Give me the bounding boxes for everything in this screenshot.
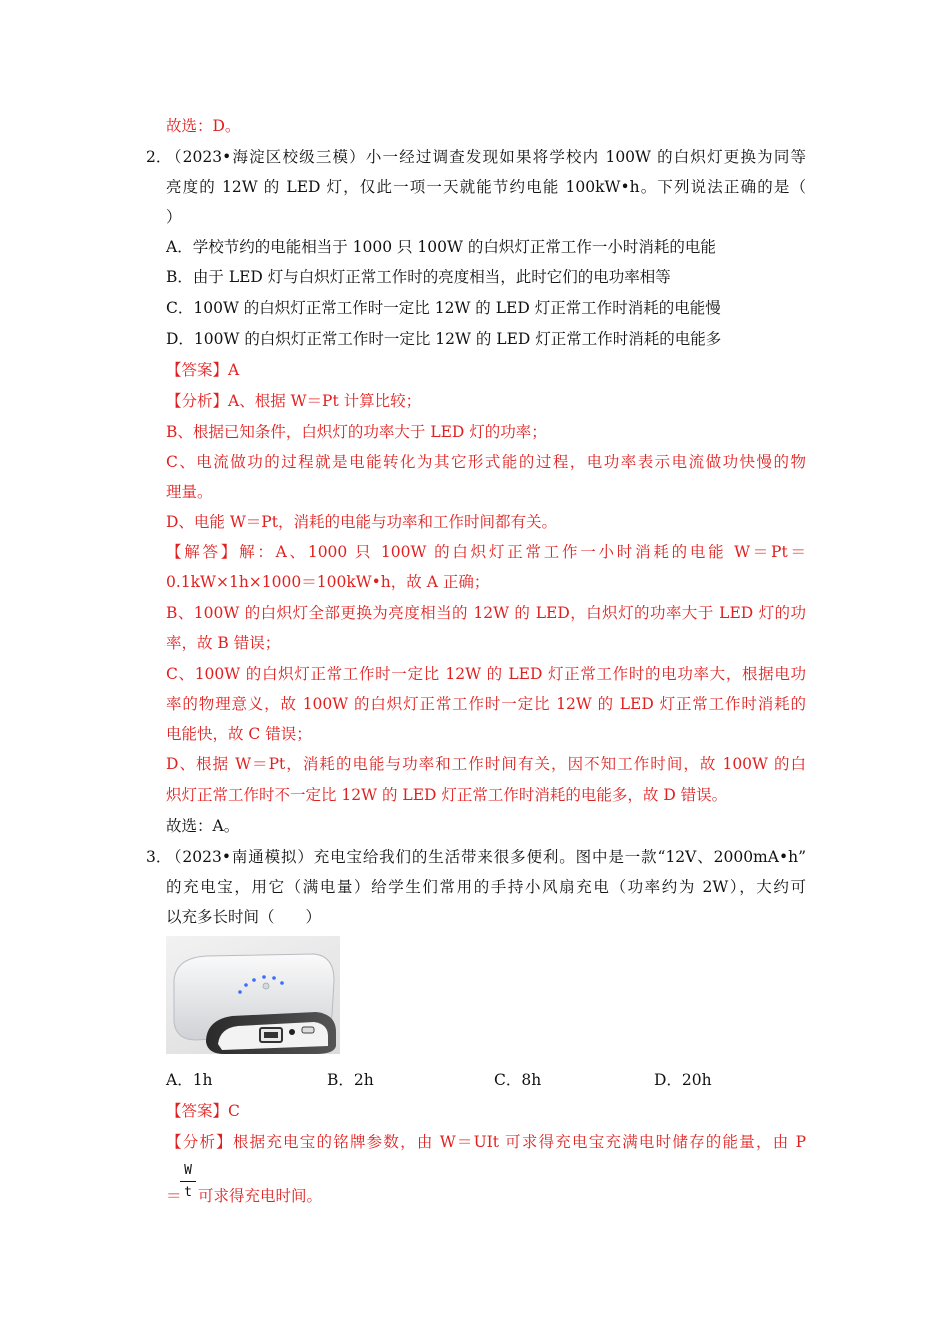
q3-option-a: A．1h <box>166 1071 213 1089</box>
q2-stem-line3: ） <box>166 208 182 226</box>
q3-stem-line1: （2023•南通模拟）充电宝给我们的生活带来很多便利。图中是一款“12V、2000mA•h” <box>166 848 806 866</box>
q3-option-c: C．8h <box>494 1071 542 1089</box>
fraction-bar <box>180 1181 196 1182</box>
q3-option-b: B．2h <box>327 1071 374 1089</box>
q2-conclusion: 故选：A。 <box>166 817 240 835</box>
q2-analysis-line: D、电能 W＝Pt，消耗的电能与功率和工作时间都有关。 <box>166 513 557 531</box>
q2-solution-line: 0.1kW×1h×1000＝100kW•h，故 A 正确； <box>166 573 490 591</box>
fraction-denominator: t <box>184 1185 192 1200</box>
q2-option-a: A．学校节约的电能相当于 1000 只 100W 的白炽灯正常工作一小时消耗的电能 <box>166 238 716 256</box>
q2-stem-line2: 亮度的 12W 的 LED 灯，仅此一项一天就能节约电能 100kW•h。下列说法正确的是（ <box>166 178 806 196</box>
q3-number: 3． <box>146 848 172 866</box>
q2-number: 2． <box>146 148 172 166</box>
q2-solution-line: 率，故 B 错误； <box>166 634 281 652</box>
q2-analysis-line: B、根据已知条件，白炽灯的功率大于 LED 灯的功率； <box>166 423 547 441</box>
q2-option-d: D．100W 的白炽灯正常工作时一定比 12W 的 LED 灯正常工作时消耗的电能多 <box>166 330 722 348</box>
q3-answer: 【答案】C <box>166 1102 240 1120</box>
fraction-numerator: W <box>184 1163 192 1178</box>
q2-solution-line: 炽灯正常工作时不一定比 12W 的 LED 灯正常工作时消耗的电能多，故 D 错误。 <box>166 786 728 804</box>
q3-stem-line2: 的充电宝，用它（满电量）给学生们常用的手持小风扇充电（功率约为 2W），大约可 <box>166 878 806 896</box>
q2-answer: 【答案】A <box>166 361 240 379</box>
q1-conclusion: 故选：D。 <box>166 117 241 135</box>
q2-solution-line: 【解答】解：A、1000 只 100W 的白炽灯正常工作一小时消耗的电能 W＝Pt＝ <box>166 543 806 561</box>
q2-option-b: B．由于 LED 灯与白炽灯正常工作时的亮度相当，此时它们的电功率相等 <box>166 268 671 286</box>
q3-analysis-line1: 【分析】根据充电宝的铭牌参数，由 W＝UIt 可求得充电宝充满电时储存的能量，由 P <box>166 1133 806 1151</box>
q2-analysis-line: C、电流做功的过程就是电能转化为其它形式能的过程，电功率表示电流做功快慢的物 <box>166 453 806 471</box>
power-bank-image <box>166 936 340 1054</box>
q2-analysis-line: 理量。 <box>166 483 213 501</box>
q2-analysis-line: 【分析】A、根据 W＝Pt 计算比较； <box>166 392 422 410</box>
q3-analysis-line2: 可求得充电时间。 <box>198 1187 323 1205</box>
q3-option-d: D．20h <box>654 1071 712 1089</box>
q3-analysis-equals: ＝ <box>166 1187 182 1205</box>
q2-stem-line1: （2023•海淀区校级三模）小一经过调查发现如果将学校内 100W 的白炽灯更换为同等 <box>166 148 806 166</box>
power-bank-illustration <box>166 936 340 1054</box>
q2-solution-line: D、根据 W＝Pt，消耗的电能与功率和工作时间有关，因不知工作时间，故 100W 的白 <box>166 755 806 773</box>
q2-option-c: C．100W 的白炽灯正常工作时一定比 12W 的 LED 灯正常工作时消耗的电能慢 <box>166 299 721 317</box>
q2-solution-line: 率的物理意义，故 100W 的白炽灯正常工作时一定比 12W 的 LED 灯正常工作时消耗的 <box>166 695 806 713</box>
q2-solution-line: 电能快，故 C 错误； <box>166 725 312 743</box>
q3-stem-line3: 以充多长时间（ ） <box>166 908 322 926</box>
q2-solution-line: B、100W 的白炽灯全部更换为亮度相当的 12W 的 LED，白炽灯的功率大于 LED 灯的功 <box>166 604 806 622</box>
q2-solution-line: C、100W 的白炽灯正常工作时一定比 12W 的 LED 灯正常工作时的电功率大，根据电功 <box>166 665 806 683</box>
